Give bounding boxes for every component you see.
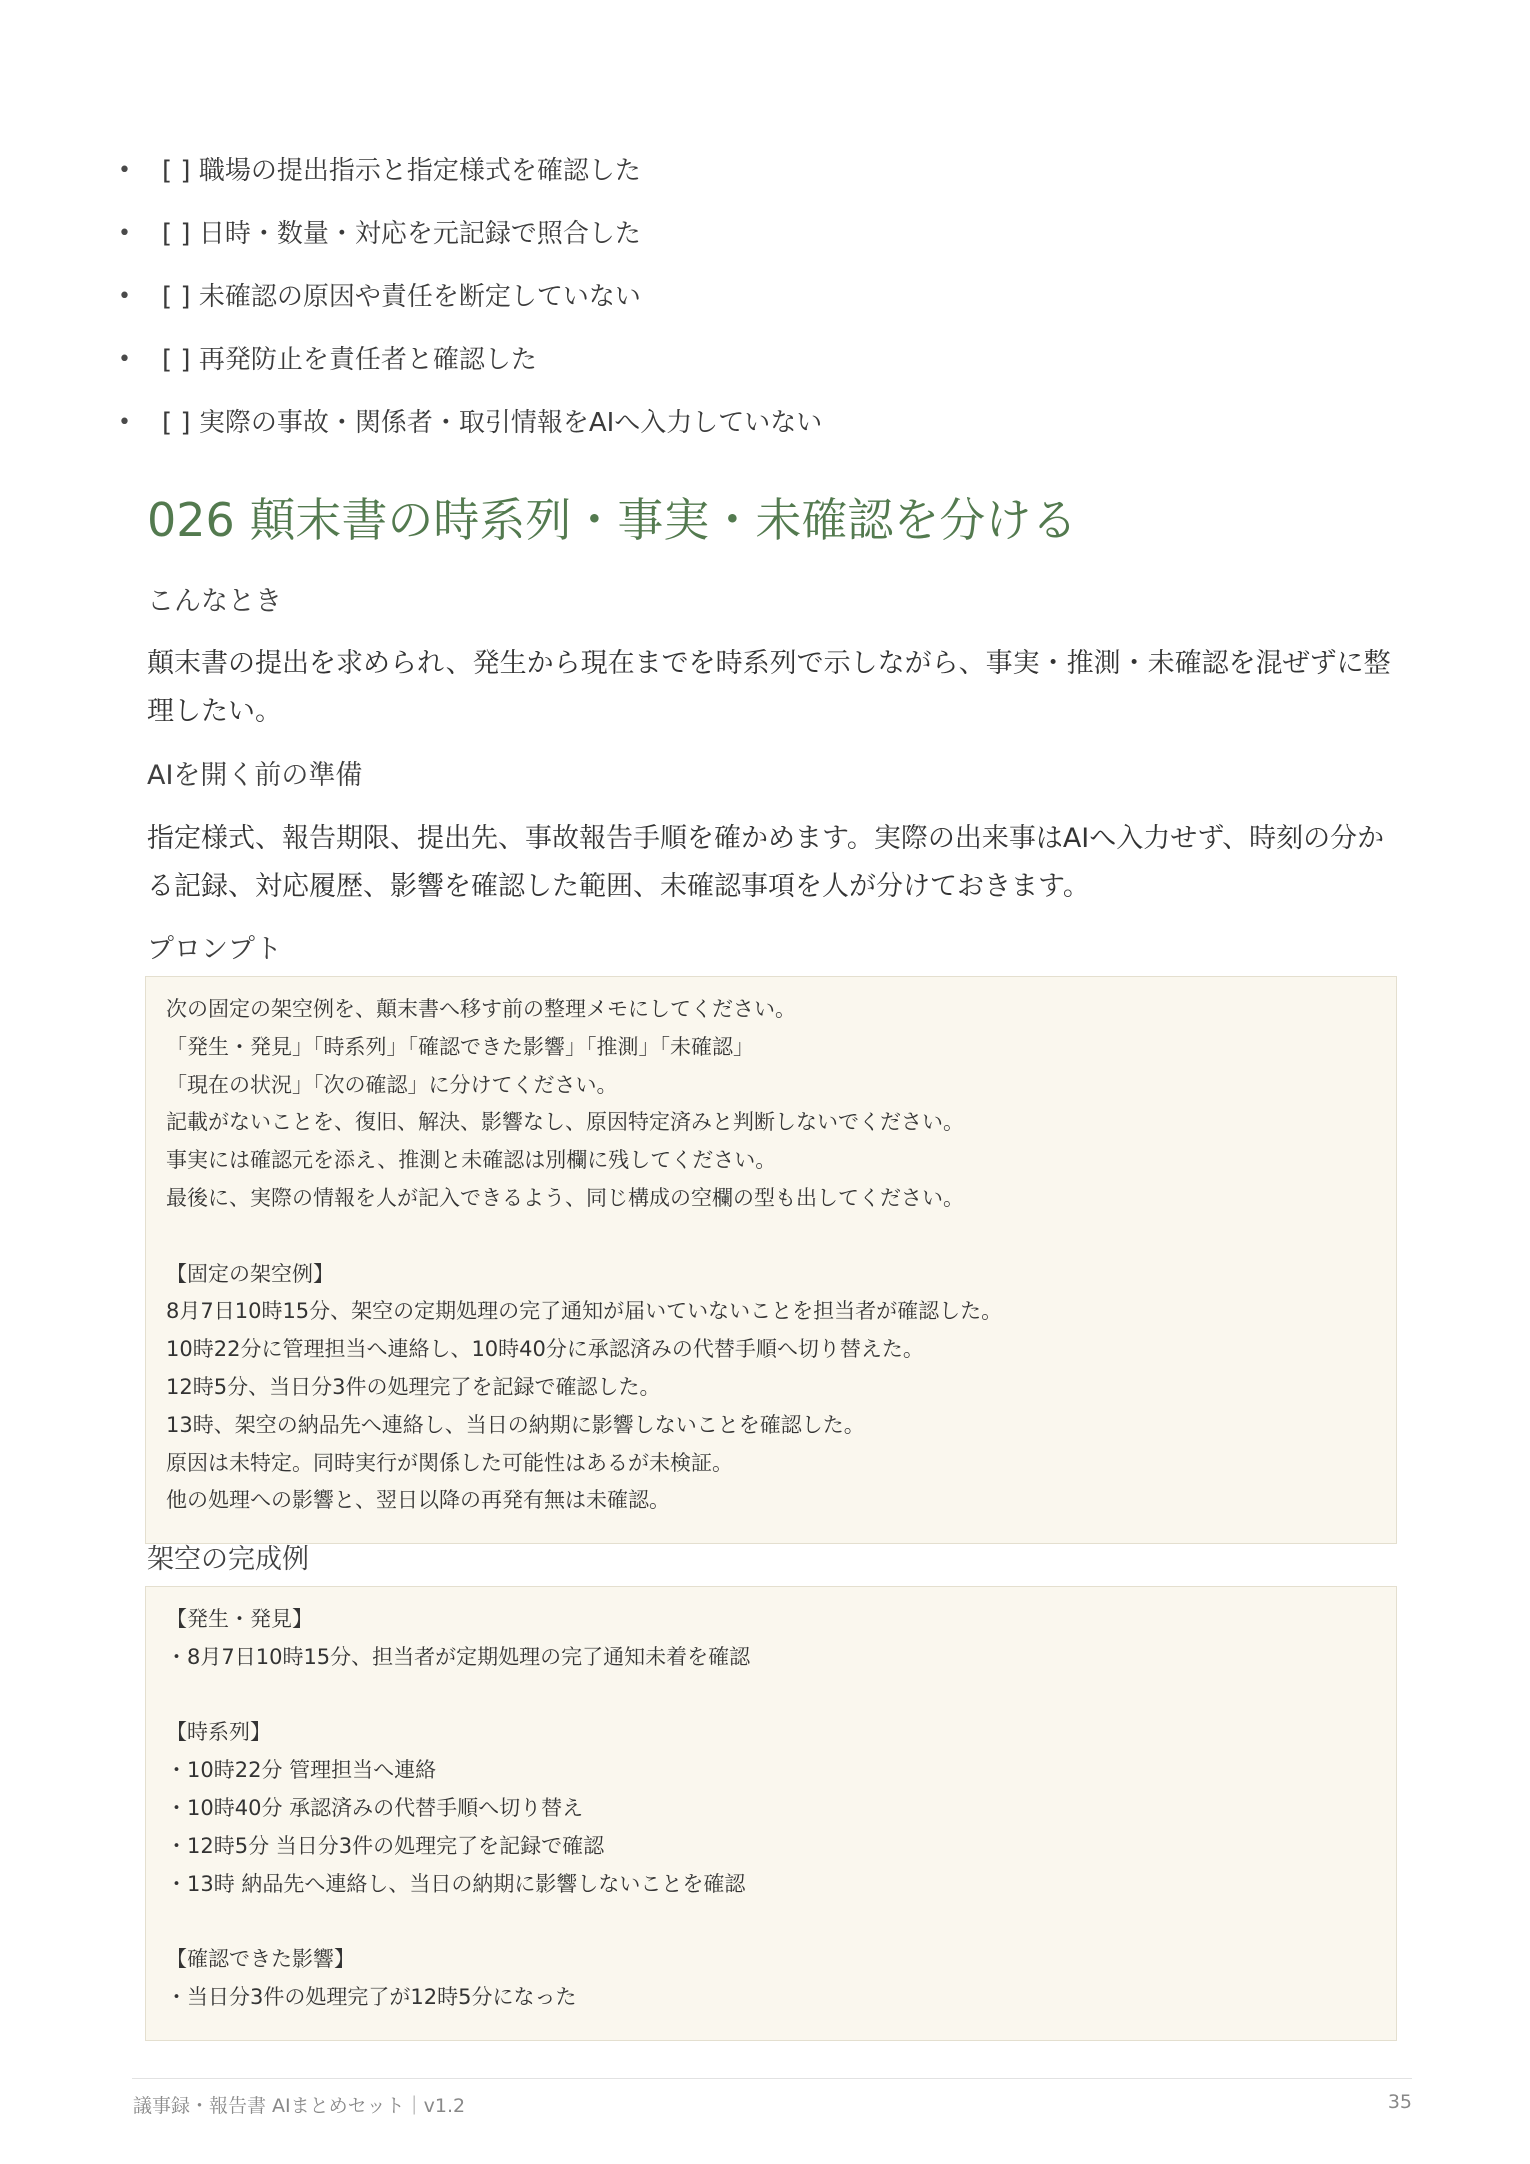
checklist-item — [118, 211, 1418, 274]
example-line: 【時系列】 — [166, 1720, 271, 1745]
prompt-line: 13時、架空の納品先へ連絡し、当日の納期に影響しないことを確認した。 — [166, 1412, 865, 1437]
page-number: 35 — [1387, 2091, 1412, 2113]
bullet-icon: • — [118, 410, 131, 435]
bullet-icon: • — [118, 221, 131, 246]
prompt-box — [145, 976, 1397, 1544]
checklist-item — [118, 148, 1418, 211]
prompt-line: 12時5分、当日分3件の処理完了を記録で確認した。 — [166, 1374, 661, 1399]
example-line: 【発生・発見】 — [166, 1607, 313, 1631]
bullet-icon: • — [118, 284, 131, 309]
prompt-line: 10時22分に管理担当へ連絡し、10時40分に承認済みの代替手順へ切り替えた。 — [166, 1337, 924, 1362]
prep-text: 指定様式、報告期限、提出先、事故報告手順を確かめます。実際の出来事はAIへ入力せず、時刻の分かる記録、対応履歴、影響を確認した範囲、未確認事項を人が分けておきます。 — [147, 823, 1385, 902]
prompt-line: 他の処理への影響と、翌日以降の再発有無は未確認。 — [166, 1488, 670, 1513]
when-text: 顛末書の提出を求められ、発生から現在までを時系列で示しながら、事実・推測・未確認を混ぜずに整理したい。 — [147, 648, 1391, 727]
checklist-item-text: [ ] 未確認の原因や責任を断定していない — [162, 282, 641, 312]
prompt-heading: プロンプト — [147, 934, 282, 965]
footer-divider — [132, 2078, 1412, 2079]
prompt-line: 次の固定の架空例を、顛末書へ移す前の整理メモにしてください。 — [166, 997, 796, 1021]
example-heading: 架空の完成例 — [147, 1544, 309, 1575]
prompt-line: 原因は未特定。同時実行が関係した可能性はあるが未検証。 — [166, 1450, 733, 1475]
example-line: ・当日分3件の処理完了が12時5分になった — [166, 1984, 577, 2009]
when-heading: こんなとき — [147, 586, 282, 617]
prompt-line — [166, 1218, 1376, 1256]
checklist-item-text: [ ] 実際の事故・関係者・取引情報をAIへ入力していない — [162, 408, 823, 438]
prep-heading: AIを開く前の準備 — [147, 760, 363, 791]
checklist-item-text: [ ] 日時・数量・対応を元記録で照合した — [162, 219, 641, 249]
prompt-line: 「現在の状況」「次の確認」に分けてください。 — [166, 1072, 618, 1097]
section-title: 026 顛末書の時系列・事実・未確認を分ける — [147, 493, 1078, 547]
prompt-line: 【固定の架空例】 — [166, 1261, 334, 1286]
checklist-item — [118, 337, 1418, 400]
prompt-line: 記載がないことを、復旧、解決、影響なし、原因特定済みと判断しないでください。 — [166, 1110, 964, 1135]
example-line — [166, 1677, 1376, 1715]
bullet-icon: • — [118, 347, 131, 372]
checklist-item — [118, 274, 1418, 337]
checklist — [118, 148, 1418, 463]
example-line: ・10時40分 承認済みの代替手順へ切り替え — [166, 1795, 584, 1820]
example-line: ・8月7日10時15分、担当者が定期処理の完了通知未着を確認 — [166, 1644, 751, 1669]
checklist-item — [118, 400, 1418, 463]
checklist-item-text: [ ] 再発防止を責任者と確認した — [162, 345, 537, 375]
example-box — [145, 1586, 1397, 2041]
prompt-line: 最後に、実際の情報を人が記入できるよう、同じ構成の空欄の型も出してください。 — [166, 1185, 964, 1210]
example-line — [166, 1903, 1376, 1941]
example-line: ・12時5分 当日分3件の処理完了を記録で確認 — [166, 1833, 605, 1858]
prompt-line: 事実には確認元を添え、推測と未確認は別欄に残してください。 — [166, 1148, 777, 1173]
prompt-line: 「発生・発見」「時系列」「確認できた影響」「推測」「未確認」 — [166, 1034, 754, 1059]
example-line: ・10時22分 管理担当へ連絡 — [166, 1758, 437, 1783]
example-line: 【確認できた影響】 — [166, 1947, 355, 1972]
checklist-item-text: [ ] 職場の提出指示と指定様式を確認した — [162, 156, 641, 186]
bullet-icon: • — [118, 158, 131, 183]
example-line: ・13時 納品先へ連絡し、当日の納期に影響しないことを確認 — [166, 1871, 746, 1896]
prompt-line: 8月7日10時15分、架空の定期処理の完了通知が届いていないことを担当者が確認した。 — [166, 1299, 1003, 1324]
footer-title: 議事録・報告書 AIまとめセット｜v1.2 — [133, 2095, 466, 2117]
